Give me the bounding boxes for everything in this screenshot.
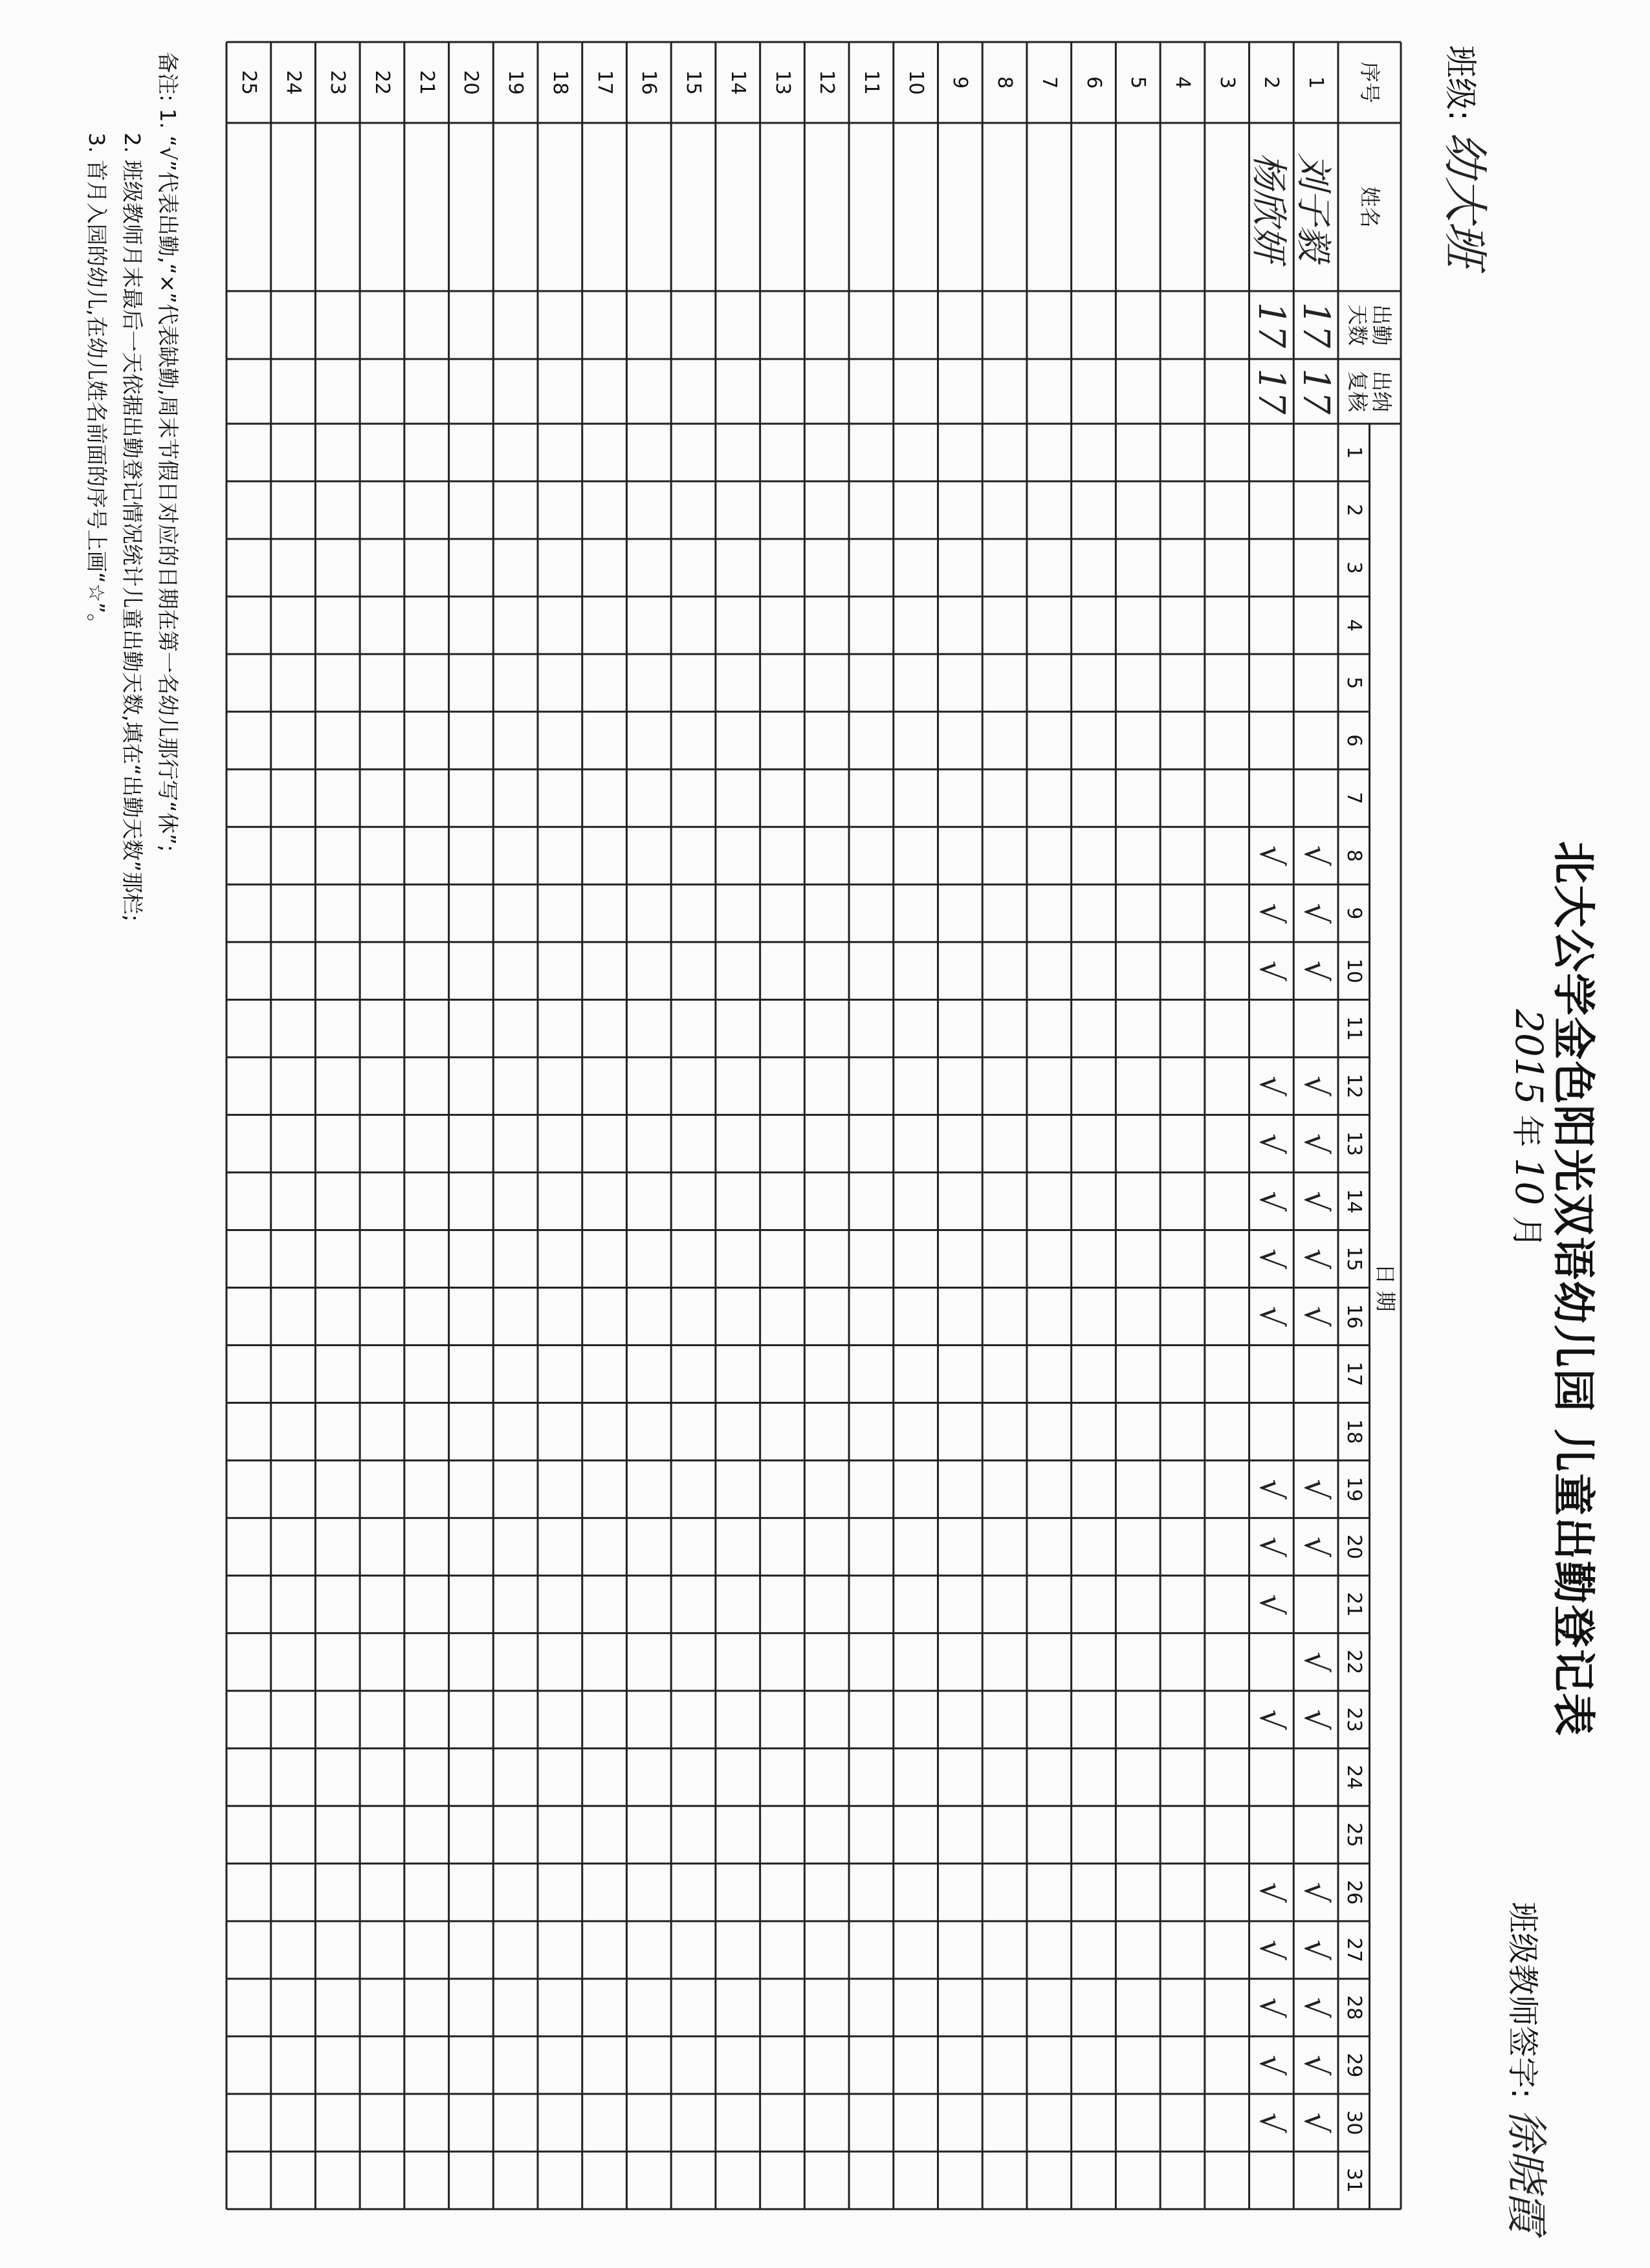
attendance-mark: √ — [1252, 2112, 1290, 2133]
attendance-mark: √ — [1252, 1248, 1290, 1269]
attendance-mark: √ — [1297, 1536, 1335, 1558]
attendance-mark: √ — [1252, 1594, 1290, 1615]
row-number: 11 — [859, 70, 883, 95]
teacher-signature: 徐晓霞 — [1502, 2108, 1550, 2233]
header-date-number: 15 — [1342, 1246, 1365, 1272]
header-days-text: 天数 — [1345, 304, 1370, 346]
header-date-number: 20 — [1342, 1534, 1365, 1560]
class-label: 班级: — [1442, 45, 1479, 121]
header-date-number: 29 — [1342, 2053, 1365, 2078]
row-number: 4 — [1171, 76, 1194, 89]
row-number: 1 — [1304, 76, 1328, 89]
header-date-number: 10 — [1342, 958, 1365, 983]
attendance-mark: √ — [1297, 1652, 1335, 1673]
note-3: 3. 首月入园的幼儿,在幼儿姓名前面的序号上画“☆”。 — [84, 133, 109, 635]
header-date-number: 27 — [1342, 1937, 1365, 1963]
header-check — [1338, 359, 1401, 424]
attendance-mark: √ — [1252, 1075, 1290, 1096]
row-number: 24 — [281, 70, 305, 95]
note-2: 2. 班级教师月末最后一天依据出勤登记情况统计儿童出勤天数,填在“出勤天数”那栏; — [120, 133, 145, 922]
attendance-days: 17 — [1295, 301, 1337, 349]
row-number: 17 — [593, 70, 616, 95]
header-date-number: 2 — [1342, 504, 1365, 517]
header-date-number: 12 — [1342, 1073, 1365, 1098]
header-date-number: 5 — [1342, 677, 1365, 690]
attendance-mark: √ — [1252, 1190, 1290, 1212]
row-number: 19 — [504, 70, 527, 95]
row-number: 23 — [326, 70, 349, 95]
header-date-number: 1 — [1342, 446, 1365, 459]
row-number: 16 — [637, 70, 661, 95]
header-name: 姓名 — [1357, 186, 1382, 228]
attendance-mark: √ — [1252, 1997, 1290, 2018]
row-number: 21 — [415, 70, 438, 95]
header-index: 序号 — [1357, 61, 1382, 104]
header-date-number: 16 — [1342, 1303, 1365, 1329]
header-days — [1338, 291, 1401, 359]
row-number: 10 — [904, 70, 927, 95]
header-date-number: 25 — [1342, 1822, 1365, 1848]
attendance-mark: √ — [1297, 1882, 1335, 1903]
attendance-mark: √ — [1297, 1479, 1335, 1500]
attendance-mark: √ — [1297, 2055, 1335, 2076]
month-label: 月 — [1508, 1216, 1546, 1248]
header-date-number: 26 — [1342, 1880, 1365, 1905]
checked-days: 17 — [1250, 368, 1293, 415]
attendance-mark: √ — [1252, 2055, 1290, 2076]
checked-days: 17 — [1295, 368, 1337, 415]
header-date-number: 8 — [1342, 849, 1365, 862]
header-date-number: 31 — [1342, 2168, 1365, 2193]
header-date-number: 13 — [1342, 1131, 1365, 1156]
header-date-number: 22 — [1342, 1650, 1365, 1675]
header-date-number: 11 — [1342, 1016, 1365, 1041]
attendance-mark: √ — [1297, 1248, 1335, 1269]
note-1: 备注: 1. “√”代表出勤,“×”代表缺勤,周末节假日对应的日期在第一名幼儿那行写“休”; — [155, 52, 181, 852]
attendance-mark: √ — [1252, 1133, 1290, 1154]
year-label: 年 — [1508, 1115, 1546, 1148]
attendance-mark: √ — [1297, 902, 1335, 924]
attendance-mark: √ — [1252, 1536, 1290, 1558]
attendance-mark: √ — [1297, 1709, 1335, 1730]
row-number: 8 — [993, 76, 1017, 89]
row-number: 2 — [1260, 76, 1283, 89]
attendance-mark: √ — [1252, 1939, 1290, 1961]
attendance-mark: √ — [1252, 902, 1290, 924]
header-date-number: 14 — [1342, 1188, 1365, 1214]
child-name: 杨欣妍 — [1247, 153, 1290, 261]
attendance-mark: √ — [1297, 1306, 1335, 1327]
header-date-number: 19 — [1342, 1477, 1365, 1502]
header-check-text: 出纳 — [1369, 370, 1394, 412]
attendance-mark: √ — [1252, 845, 1290, 866]
header-date-number: 17 — [1342, 1361, 1365, 1387]
attendance-mark: √ — [1252, 1479, 1290, 1500]
header-date-number: 3 — [1342, 562, 1365, 574]
row-number: 7 — [1037, 76, 1061, 89]
header-date-number: 4 — [1342, 619, 1365, 632]
row-number: 12 — [815, 70, 839, 95]
attendance-mark: √ — [1297, 1133, 1335, 1154]
attendance-mark: √ — [1297, 1190, 1335, 1212]
header-date-number: 18 — [1342, 1419, 1365, 1445]
attendance-mark: √ — [1297, 960, 1335, 981]
row-number: 13 — [771, 70, 794, 95]
attendance-mark: √ — [1297, 1939, 1335, 1961]
row-number: 3 — [1215, 76, 1238, 89]
attendance-mark: √ — [1252, 960, 1290, 981]
row-number: 5 — [1127, 76, 1150, 89]
attendance-mark: √ — [1297, 2112, 1335, 2133]
teacher-sign-label: 班级教师签字: — [1504, 1902, 1541, 2099]
attendance-mark: √ — [1252, 1709, 1290, 1730]
child-name: 刘子毅 — [1292, 153, 1334, 261]
year-value: 2015 — [1507, 1009, 1551, 1105]
attendance-mark: √ — [1252, 1882, 1290, 1903]
header-date-number: 7 — [1342, 792, 1365, 805]
attendance-mark: √ — [1297, 845, 1335, 866]
row-number: 22 — [371, 70, 394, 95]
row-number: 25 — [237, 70, 260, 95]
attendance-mark: √ — [1297, 1997, 1335, 2018]
header-date: 日 期 — [1373, 1263, 1398, 1312]
header-date-number: 23 — [1342, 1707, 1365, 1732]
month-value: 10 — [1507, 1157, 1551, 1206]
attendance-mark: √ — [1252, 1306, 1290, 1327]
header-date-number: 30 — [1342, 2110, 1365, 2135]
header-date-number: 24 — [1342, 1765, 1365, 1790]
row-number: 14 — [726, 70, 749, 95]
header-date-number: 28 — [1342, 1995, 1365, 2020]
class-name: 幼大班 — [1438, 131, 1491, 267]
row-number: 20 — [459, 70, 483, 95]
row-number: 18 — [548, 70, 571, 95]
row-number: 9 — [949, 76, 972, 89]
header-date-number: 21 — [1342, 1592, 1365, 1617]
header-date-number: 6 — [1342, 734, 1365, 747]
page-title: 北大公学金色阳光双语幼儿园 儿童出勤登记表 — [1548, 841, 1598, 1737]
header-check-text: 复核 — [1345, 370, 1370, 412]
header-date-number: 9 — [1342, 907, 1365, 920]
header-days-text: 出勤 — [1369, 304, 1394, 346]
attendance-days: 17 — [1250, 301, 1293, 349]
attendance-mark: √ — [1297, 1075, 1335, 1096]
row-number: 15 — [682, 70, 705, 95]
row-number: 6 — [1082, 76, 1105, 89]
